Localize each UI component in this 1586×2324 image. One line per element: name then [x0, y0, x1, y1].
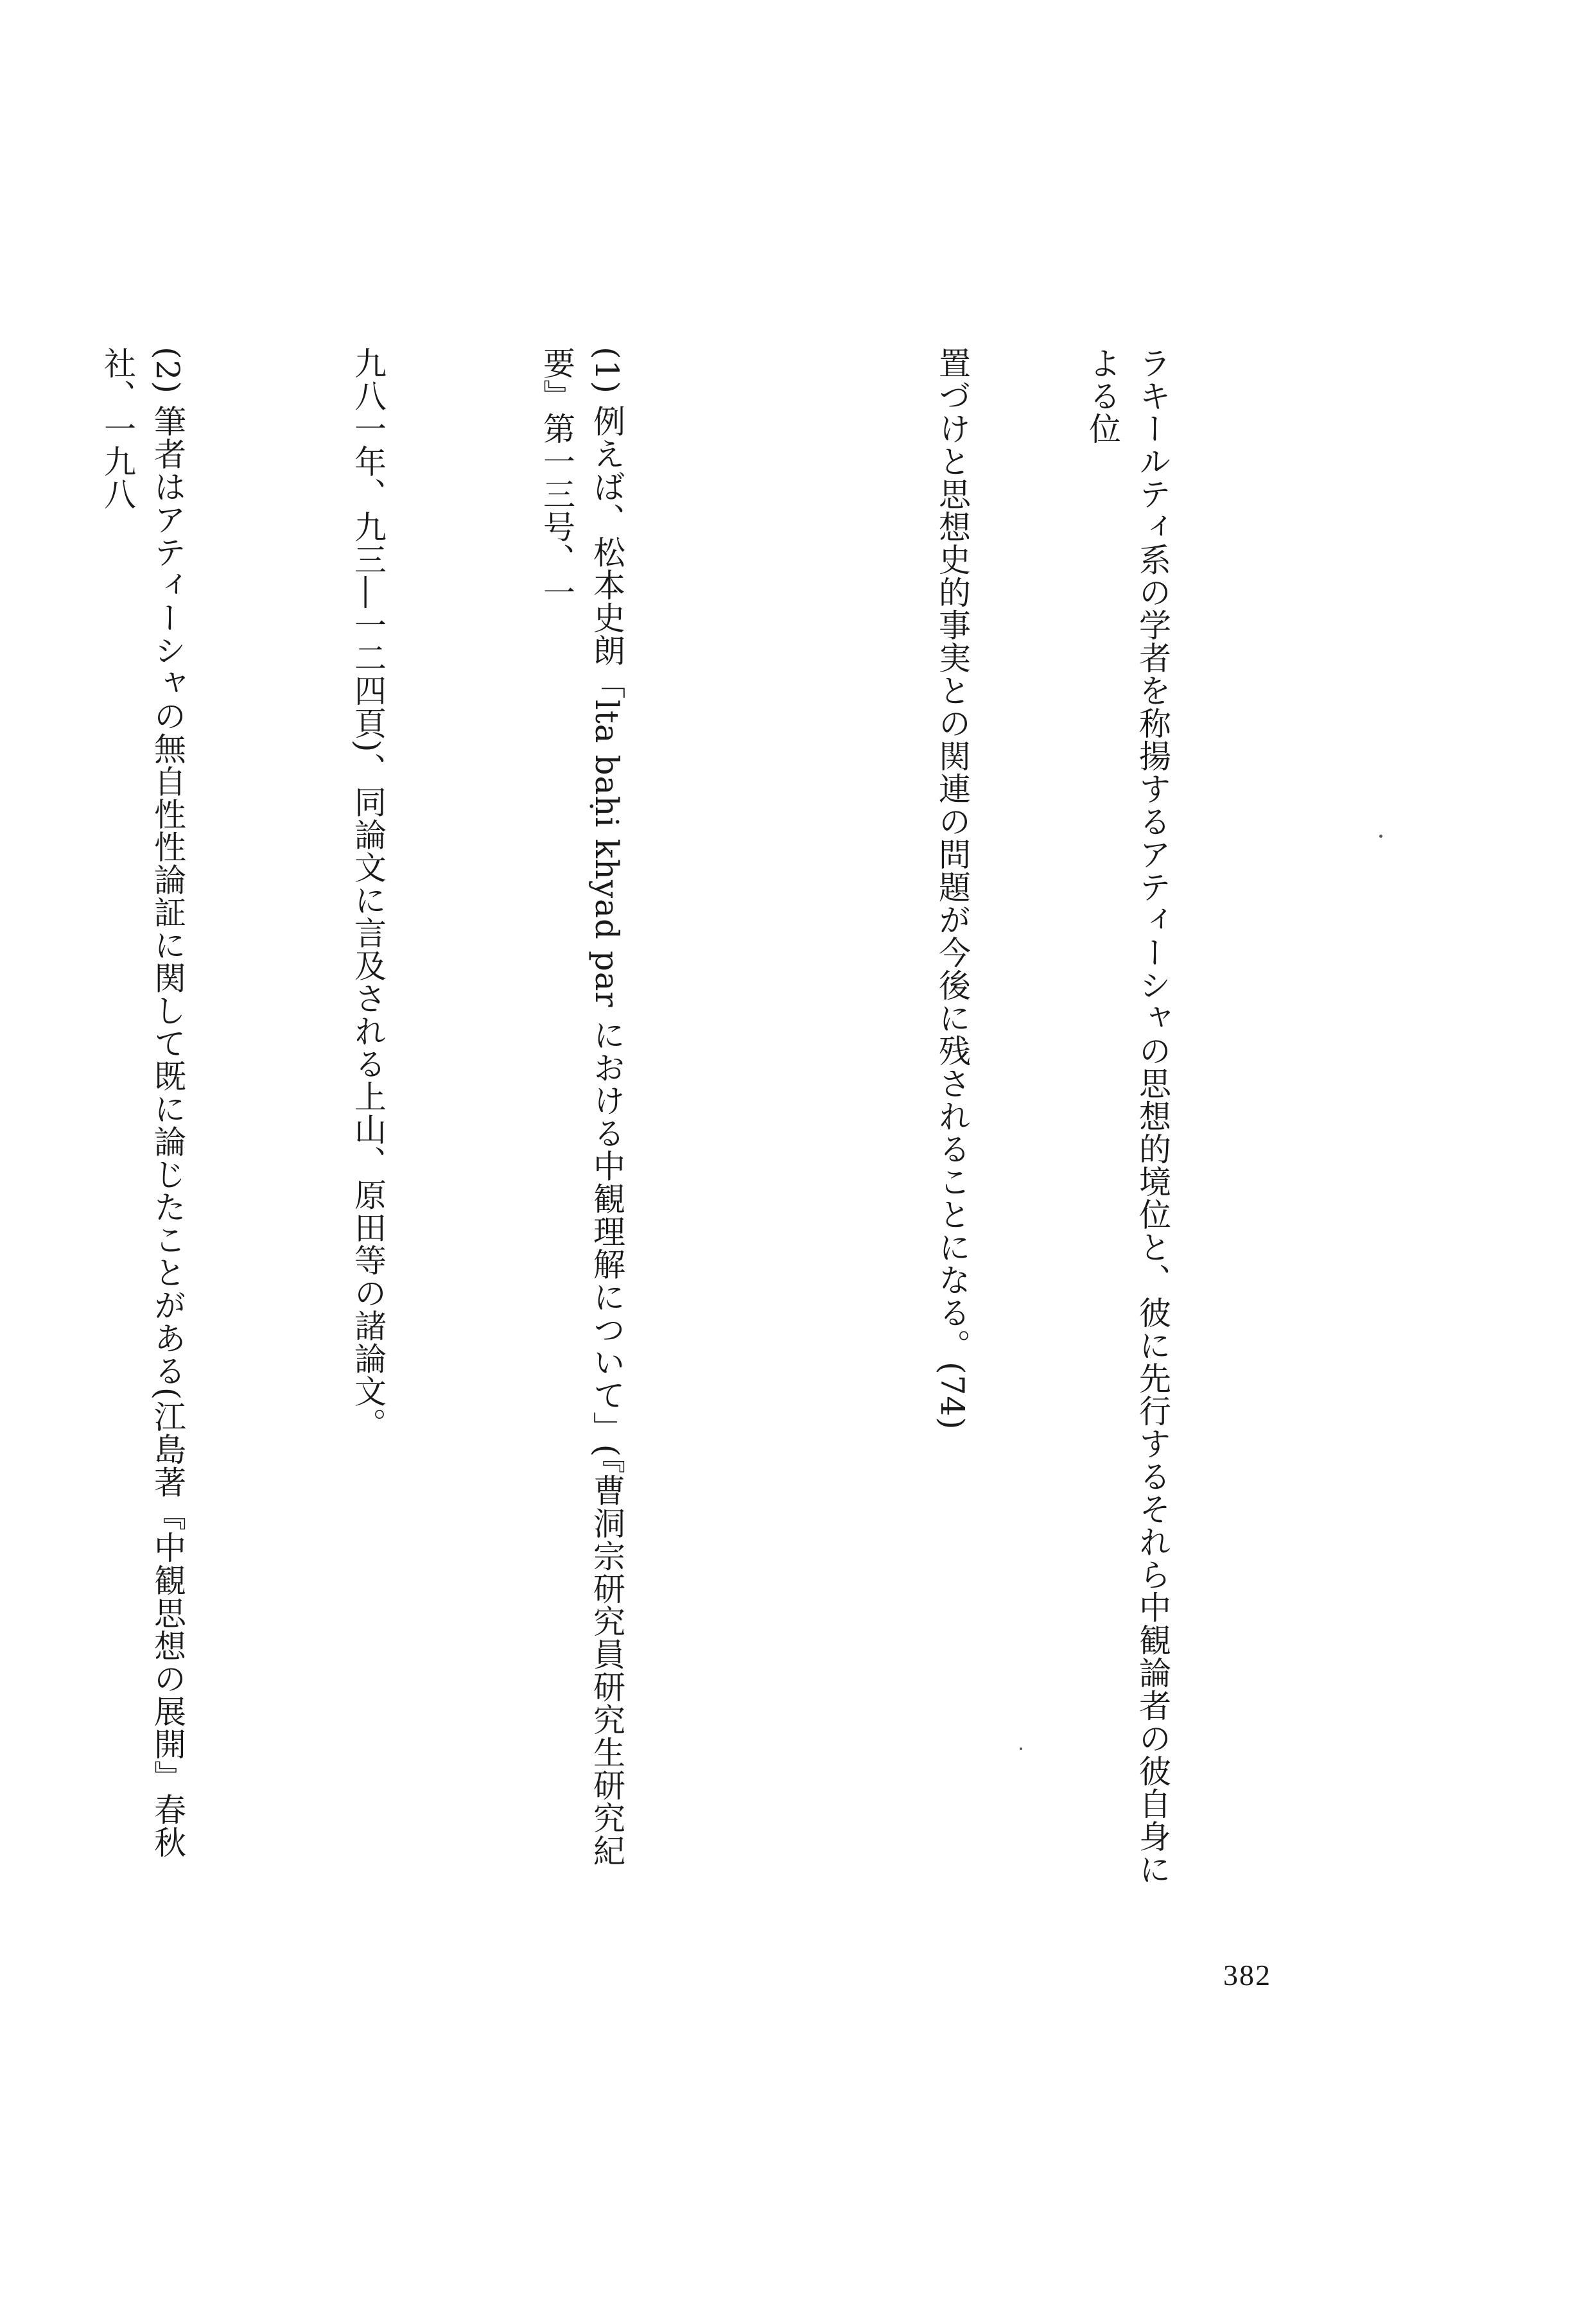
- note-2-line-1: (2) 筆者はアティーシャの無自性性論証に関して既に論じたことがある(江島著『中観思想の展開』春秋社、一九八: [99, 347, 186, 1859]
- scan-speck: [1020, 1747, 1022, 1750]
- vertical-text-block: [0, 347, 1278, 1913]
- body-line-1: ラキールティ系の学者を称揚するアティーシャの思想的境位と、彼に先行するそれら中観論者の彼自身による位: [1084, 347, 1171, 1886]
- page-number: 382: [1223, 1959, 1271, 1991]
- scan-speck: [1379, 835, 1382, 838]
- note-1-line-2: 九八一年、九三―一二四頁)、同論文に言及される上山、原田等の諸論文。: [349, 347, 387, 1441]
- body-line-2: 置づけと思想史的事実との関連の問題が今後に残されることになる。(74): [934, 347, 971, 1430]
- note-1-line-1: (1) 例えば、松本史朗「lta baḥi khyad par における中観理解について」(『曹洞宗研究員研究生研究紀要』第一三号、一: [538, 347, 625, 1867]
- body-notes-gap: [782, 347, 827, 1913]
